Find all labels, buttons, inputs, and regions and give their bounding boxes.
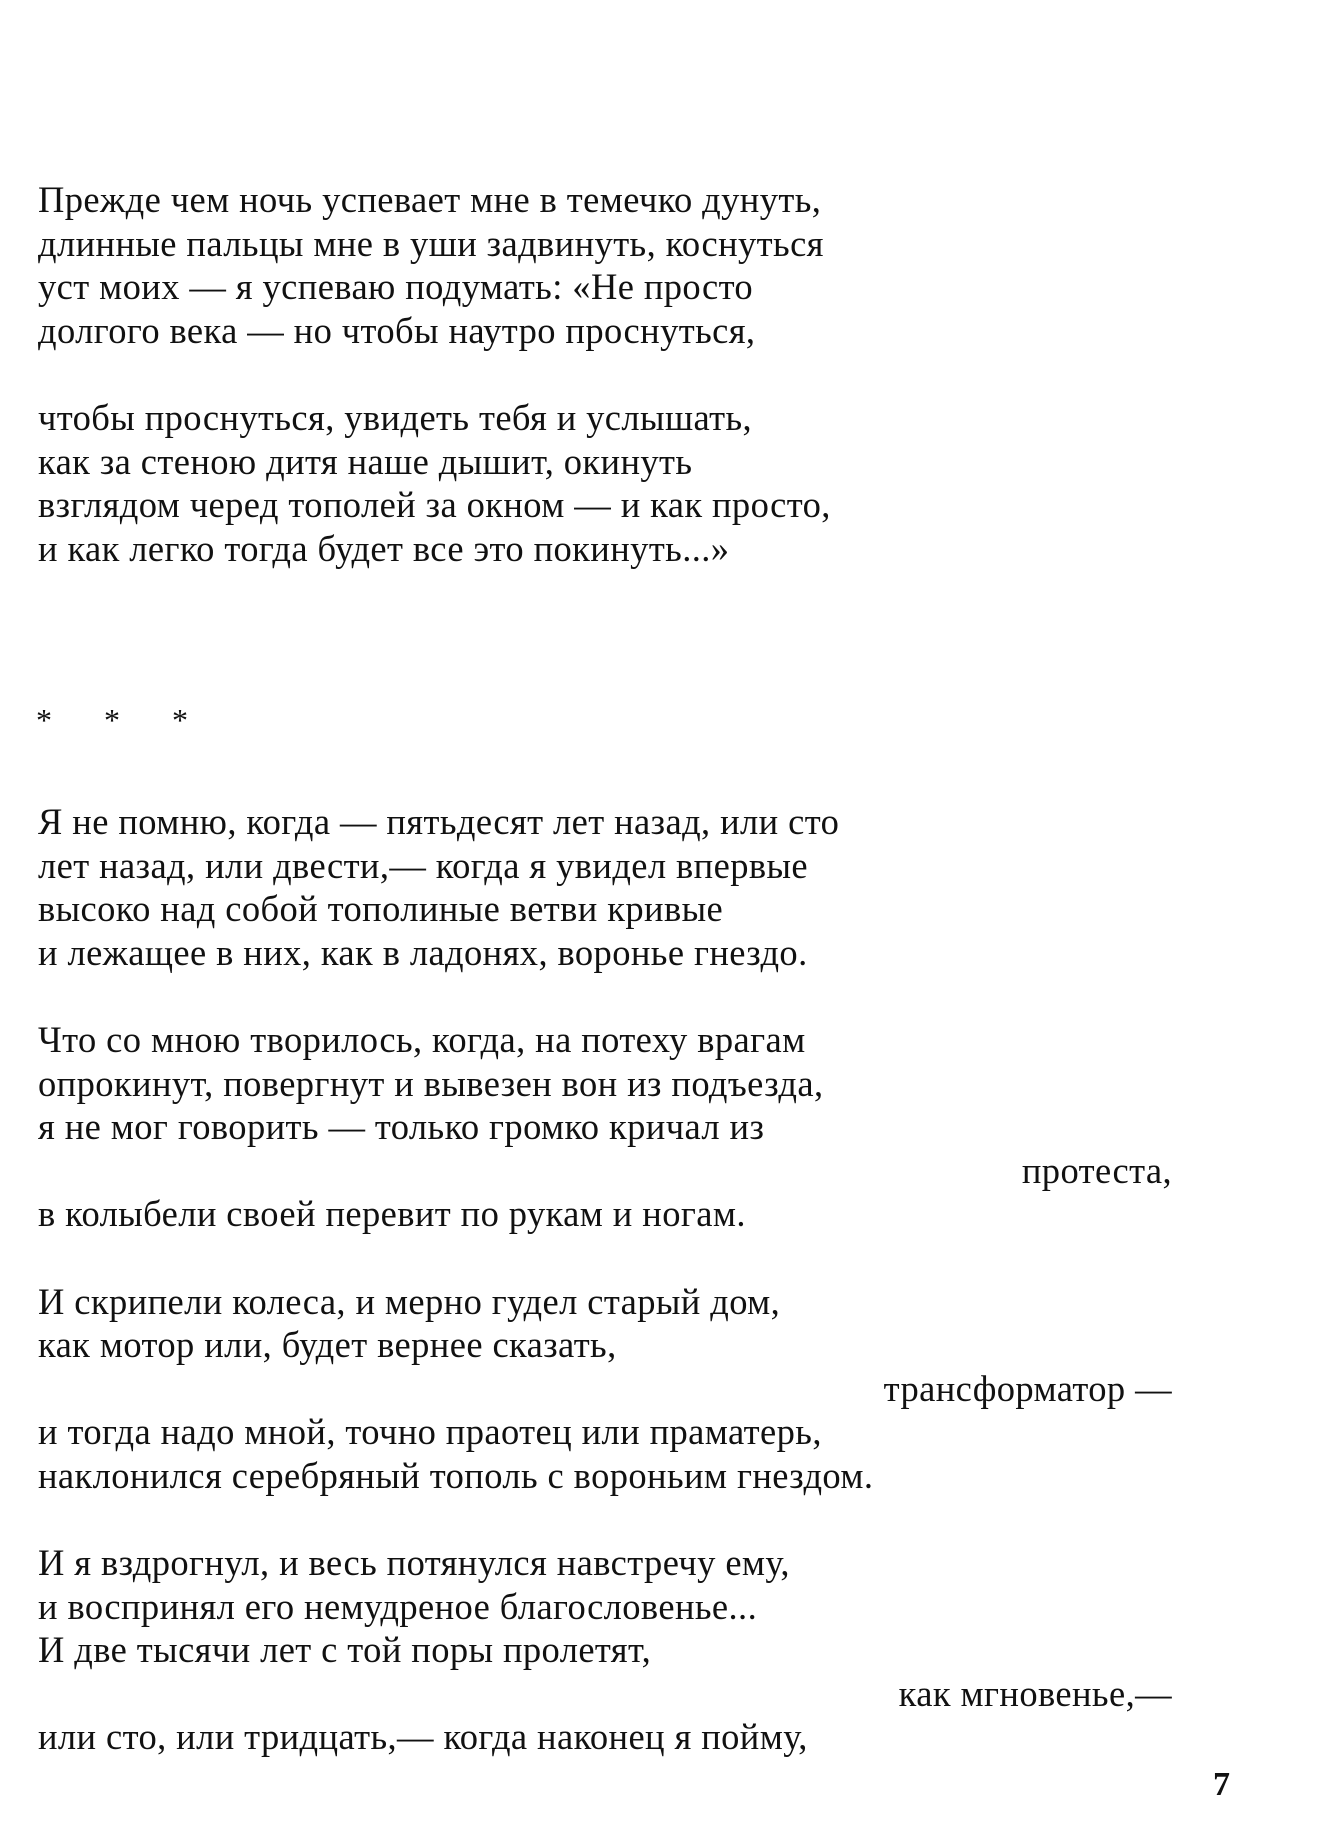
poem-line: в колыбели своей перевит по рукам и ногам.: [38, 1193, 746, 1235]
stanza-gap: [38, 974, 1178, 1018]
poem-2-stanza-1: [38, 800, 1178, 974]
stanza-gap: [38, 1498, 1178, 1542]
poem-line: и как легко тогда будет все это покинуть...»: [38, 527, 730, 569]
poem-line: И две тысячи лет с той поры пролетят,: [38, 1629, 652, 1671]
poem-line: как за стеною дитя наше дышит, окинуть: [38, 440, 693, 482]
poem-2-stanza-3: [38, 1280, 1178, 1498]
poem-line: высоко над собой тополиные ветви кривые: [38, 888, 724, 930]
section-separator: * * *: [36, 702, 210, 738]
poem-line-continuation: как мгновенье,—: [898, 1672, 1172, 1714]
poem-1: [38, 178, 1178, 570]
poem-line: я не мог говорить — только громко кричал из: [38, 1106, 765, 1148]
poem-line: Прежде чем ночь успевает мне в темечко дунуть,: [38, 179, 822, 220]
poem-line: Я не помню, когда — пятьдесят лет назад, или сто: [38, 801, 840, 842]
poem-line: длинные пальцы мне в уши задвинуть, коснуться: [38, 222, 824, 264]
poem-1-stanza-2: [38, 396, 1178, 570]
poem-line: как мотор или, будет вернее сказать,: [38, 1324, 617, 1366]
page-number: 7: [1213, 1766, 1230, 1803]
poem-line: лет назад, или двести,— когда я увидел впервые: [38, 844, 809, 886]
poem-2: [38, 800, 1178, 1759]
poem-line: И скрипели колеса, и мерно гудел старый дом,: [38, 1280, 781, 1322]
stanza-gap: [38, 352, 1178, 396]
poem-line: чтобы проснуться, увидеть тебя и услышать,: [38, 396, 753, 438]
poem-2-stanza-4: [38, 1541, 1178, 1759]
poem-1-stanza-1: [38, 178, 1178, 352]
poem-line: наклонился серебряный тополь с вороньим гнездом.: [38, 1454, 874, 1496]
poem-line-continuation: протеста,: [1021, 1149, 1172, 1191]
poem-line: и лежащее в них, как в ладонях, воронье гнездо.: [38, 931, 808, 973]
poem-line: опрокинут, повергнут и вывезен вон из подъезда,: [38, 1062, 824, 1104]
poem-line: взглядом черед тополей за окном — и как просто,: [38, 484, 831, 526]
poem-line: или сто, или тридцать,— когда наконец я пойму,: [38, 1716, 808, 1758]
poem-line: уст моих — я успеваю подумать: «Не просто: [38, 266, 754, 308]
poem-line-continuation: трансформатор —: [883, 1367, 1172, 1409]
poem-line: долгого века — но чтобы наутро проснуться,: [38, 309, 756, 351]
poem-2-stanza-2: [38, 1018, 1178, 1236]
poem-line: Что со мною творилось, когда, на потеху врагам: [38, 1018, 806, 1060]
poem-line: и тогда надо мной, точно праотец или праматерь,: [38, 1411, 822, 1453]
poem-line: и воспринял его немудреное благословенье...: [38, 1585, 758, 1627]
stanza-gap: [38, 1236, 1178, 1280]
poem-line: И я вздрогнул, и весь потянулся навстречу ему,: [38, 1542, 790, 1584]
